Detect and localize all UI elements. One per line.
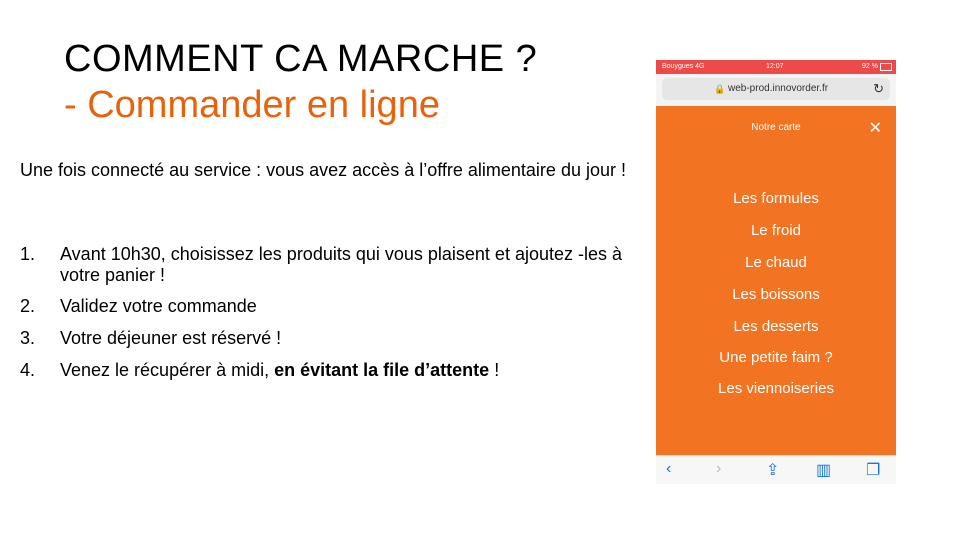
- step-number: 4.: [20, 360, 36, 380]
- menu-item-desserts[interactable]: Les desserts: [733, 318, 819, 335]
- slide-subtitle: - Commander en ligne: [64, 84, 440, 126]
- tabs-icon[interactable]: ❐: [866, 462, 881, 479]
- time-label: 12:07: [766, 63, 784, 70]
- step-text-emphasis: en évitant la file d’attente: [274, 360, 490, 380]
- url-field[interactable]: [662, 78, 890, 100]
- menu-item-chaud[interactable]: Le chaud: [745, 254, 807, 271]
- step-text-part: Venez le récupérer à midi,: [60, 360, 275, 380]
- menu-item-petite-faim[interactable]: Une petite faim ?: [719, 349, 833, 366]
- menu-title: Notre carte: [751, 122, 801, 133]
- menu-item-froid[interactable]: Le froid: [750, 222, 802, 239]
- bookmarks-icon[interactable]: ▥: [816, 462, 832, 479]
- menu-item-formules[interactable]: Les formules: [733, 190, 819, 207]
- browser-address-bar: [656, 74, 896, 106]
- step-item: [20, 328, 635, 349]
- step-text: [60, 360, 635, 381]
- battery-icon: [880, 63, 892, 71]
- step-text: Validez votre commande: [60, 296, 257, 316]
- back-icon[interactable]: ‹: [666, 460, 672, 477]
- share-icon[interactable]: ⇪: [766, 462, 780, 479]
- slide-title: COMMENT CA MARCHE ?: [64, 38, 538, 80]
- step-item: [20, 360, 635, 381]
- intro-text: Une fois connecté au service : vous avez accès à l’offre alimentaire du jour !: [20, 160, 626, 180]
- menu-item-viennoiseries[interactable]: Les viennoiseries: [718, 380, 834, 397]
- menu-item-boissons[interactable]: Les boissons: [732, 286, 820, 303]
- status-bar: [656, 60, 896, 74]
- browser-toolbar: [656, 455, 896, 484]
- step-text: Avant 10h30, choisissez les produits qui vous plaisent et ajoutez -les à votre panier !: [60, 244, 622, 285]
- reload-icon[interactable]: ↻: [873, 81, 884, 96]
- step-number: 1.: [20, 244, 36, 264]
- step-number: 2.: [20, 296, 36, 316]
- step-text: Votre déjeuner est réservé !: [60, 328, 282, 348]
- battery-label: 92 %: [862, 63, 878, 70]
- step-number: 3.: [20, 328, 36, 348]
- forward-icon[interactable]: ›: [716, 460, 722, 477]
- carrier-label: Bouygues 4G: [662, 63, 705, 70]
- lock-icon: 🔒: [714, 84, 726, 94]
- close-icon[interactable]: ✕: [868, 120, 882, 137]
- step-item: [20, 244, 635, 286]
- step-text-part: !: [489, 360, 500, 380]
- step-item: [20, 296, 635, 317]
- phone-screenshot: [656, 60, 896, 484]
- url-text: web-prod.innovorder.fr: [728, 83, 829, 94]
